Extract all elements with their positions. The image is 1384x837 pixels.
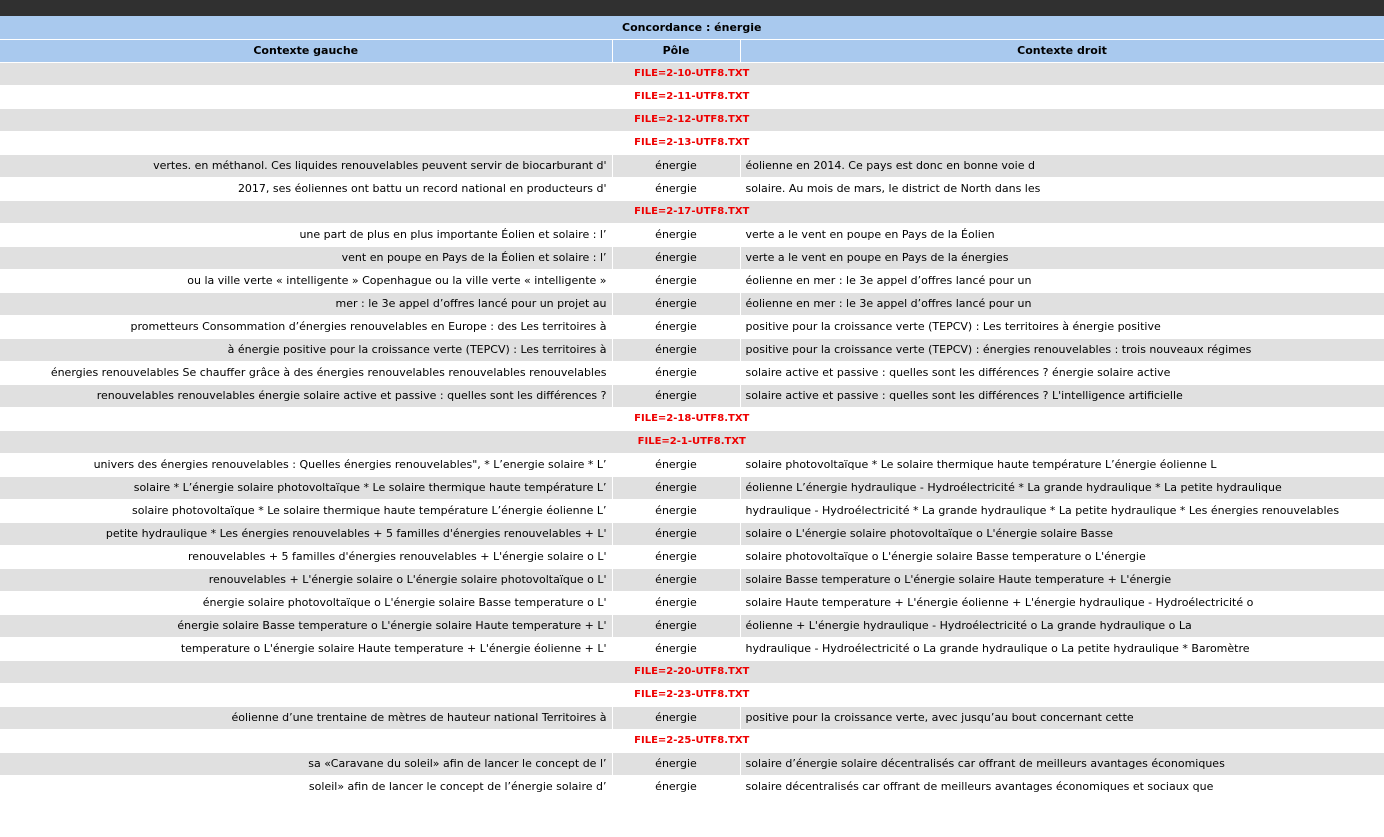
pole-cell: énergie [612, 545, 740, 568]
file-marker: FILE=2-12-UTF8.TXT [0, 108, 1384, 131]
pole-cell: énergie [612, 338, 740, 361]
column-header-right-context[interactable]: Contexte droit [740, 39, 1384, 62]
right-context-cell: solaire active et passive : quelles sont les différences ? L'intelligence artificielle [740, 384, 1384, 407]
concordance-table [0, 16, 1384, 799]
right-context-cell: éolienne L’énergie hydraulique - Hydroélectricité * La grande hydraulique * La petite hydraulique [740, 476, 1384, 499]
pole-cell: énergie [612, 476, 740, 499]
file-separator-row [0, 108, 1384, 131]
right-context-cell: solaire photovoltaïque o L'énergie solaire Basse temperature o L'énergie [740, 545, 1384, 568]
file-marker: FILE=2-23-UTF8.TXT [0, 683, 1384, 706]
left-context-cell: énergies renouvelables Se chauffer grâce à des énergies renouvelables renouvelables renouvelables [0, 361, 612, 384]
left-context-cell: temperature o L'énergie solaire Haute temperature + L'énergie éolienne + L' [0, 637, 612, 660]
column-header-pole[interactable]: Pôle [612, 39, 740, 62]
file-separator-row [0, 683, 1384, 706]
left-context-cell: soleil» afin de lancer le concept de l’énergie solaire d’ [0, 775, 612, 798]
pole-cell: énergie [612, 292, 740, 315]
right-context-cell: éolienne + L'énergie hydraulique - Hydroélectricité o La grande hydraulique o La [740, 614, 1384, 637]
file-separator-row [0, 407, 1384, 430]
right-context-cell: verte a le vent en poupe en Pays de la Éolien [740, 223, 1384, 246]
pole-cell: énergie [612, 591, 740, 614]
table-row [0, 775, 1384, 798]
table-row [0, 154, 1384, 177]
table-caption-row [0, 16, 1384, 39]
file-separator-row [0, 660, 1384, 683]
right-context-cell: verte a le vent en poupe en Pays de la énergies [740, 246, 1384, 269]
table-row [0, 591, 1384, 614]
table-row [0, 246, 1384, 269]
left-context-cell: univers des énergies renouvelables : Quelles énergies renouvelables", * L’energie solaire * L’ [0, 453, 612, 476]
file-marker: FILE=2-1-UTF8.TXT [0, 430, 1384, 453]
file-marker: FILE=2-13-UTF8.TXT [0, 131, 1384, 154]
table-row [0, 614, 1384, 637]
file-separator-row [0, 200, 1384, 223]
file-separator-row [0, 729, 1384, 752]
right-context-cell: solaire. Au mois de mars, le district de North dans les [740, 177, 1384, 200]
pole-cell: énergie [612, 522, 740, 545]
left-context-cell: 2017, ses éoliennes ont battu un record national en producteurs d' [0, 177, 612, 200]
table-row [0, 453, 1384, 476]
left-context-cell: éolienne d’une trentaine de mètres de hauteur national Territoires à [0, 706, 612, 729]
right-context-cell: solaire Haute temperature + L'énergie éolienne + L'énergie hydraulique - Hydroélectricité o [740, 591, 1384, 614]
column-header-left-context[interactable]: Contexte gauche [0, 39, 612, 62]
table-row [0, 522, 1384, 545]
left-context-cell: renouvelables renouvelables énergie solaire active et passive : quelles sont les différences ? [0, 384, 612, 407]
table-row [0, 292, 1384, 315]
table-row [0, 223, 1384, 246]
pole-cell: énergie [612, 154, 740, 177]
left-context-cell: à énergie positive pour la croissance verte (TEPCV) : Les territoires à [0, 338, 612, 361]
file-separator-row [0, 430, 1384, 453]
left-context-cell: vent en poupe en Pays de la Éolien et solaire : l’ [0, 246, 612, 269]
table-row [0, 361, 1384, 384]
table-row [0, 315, 1384, 338]
pole-cell: énergie [612, 453, 740, 476]
table-row [0, 476, 1384, 499]
file-marker: FILE=2-11-UTF8.TXT [0, 85, 1384, 108]
table-row [0, 752, 1384, 775]
left-context-cell: petite hydraulique * Les énergies renouvelables + 5 familles d'énergies renouvelables + L' [0, 522, 612, 545]
pole-cell: énergie [612, 637, 740, 660]
left-context-cell: ou la ville verte « intelligente » Copenhague ou la ville verte « intelligente » [0, 269, 612, 292]
pole-cell: énergie [612, 315, 740, 338]
right-context-cell: éolienne en mer : le 3e appel d’offres lancé pour un [740, 292, 1384, 315]
right-context-cell: positive pour la croissance verte, avec jusqu’au bout concernant cette [740, 706, 1384, 729]
pole-cell: énergie [612, 706, 740, 729]
table-row [0, 637, 1384, 660]
file-marker: FILE=2-10-UTF8.TXT [0, 62, 1384, 85]
table-row [0, 338, 1384, 361]
left-context-cell: sa «Caravane du soleil» afin de lancer le concept de l’ [0, 752, 612, 775]
right-context-cell: éolienne en 2014. Ce pays est donc en bonne voie d [740, 154, 1384, 177]
table-title: Concordance : énergie [0, 16, 1384, 39]
pole-cell: énergie [612, 246, 740, 269]
right-context-cell: solaire o L'énergie solaire photovoltaïque o L'énergie solaire Basse [740, 522, 1384, 545]
pole-cell: énergie [612, 269, 740, 292]
left-context-cell: mer : le 3e appel d’offres lancé pour un projet au [0, 292, 612, 315]
left-context-cell: énergie solaire photovoltaïque o L'énergie solaire Basse temperature o L' [0, 591, 612, 614]
pole-cell: énergie [612, 752, 740, 775]
left-context-cell: renouvelables + 5 familles d'énergies renouvelables + L'énergie solaire o L' [0, 545, 612, 568]
left-context-cell: énergie solaire Basse temperature o L'énergie solaire Haute temperature + L' [0, 614, 612, 637]
file-separator-row [0, 62, 1384, 85]
pole-cell: énergie [612, 499, 740, 522]
file-marker: FILE=2-17-UTF8.TXT [0, 200, 1384, 223]
left-context-cell: prometteurs Consommation d’énergies renouvelables en Europe : des Les territoires à [0, 315, 612, 338]
right-context-cell: hydraulique - Hydroélectricité o La grande hydraulique o La petite hydraulique * Baromètre [740, 637, 1384, 660]
pole-cell: énergie [612, 775, 740, 798]
left-context-cell: vertes. en méthanol. Ces liquides renouvelables peuvent servir de biocarburant d' [0, 154, 612, 177]
right-context-cell: positive pour la croissance verte (TEPCV) : Les territoires à énergie positive [740, 315, 1384, 338]
pole-cell: énergie [612, 223, 740, 246]
right-context-cell: solaire d’énergie solaire décentralisés car offrant de meilleurs avantages économiques [740, 752, 1384, 775]
pole-cell: énergie [612, 568, 740, 591]
file-separator-row [0, 85, 1384, 108]
table-header-row [0, 39, 1384, 62]
left-context-cell: une part de plus en plus importante Éolien et solaire : l’ [0, 223, 612, 246]
file-marker: FILE=2-25-UTF8.TXT [0, 729, 1384, 752]
table-row [0, 545, 1384, 568]
table-row [0, 269, 1384, 292]
pole-cell: énergie [612, 177, 740, 200]
file-separator-row [0, 131, 1384, 154]
pole-cell: énergie [612, 384, 740, 407]
right-context-cell: hydraulique - Hydroélectricité * La grande hydraulique * La petite hydraulique * Les énergies renouvelables [740, 499, 1384, 522]
pole-cell: énergie [612, 361, 740, 384]
file-marker: FILE=2-20-UTF8.TXT [0, 660, 1384, 683]
right-context-cell: positive pour la croissance verte (TEPCV) : énergies renouvelables : trois nouveaux régimes [740, 338, 1384, 361]
concordance-body [0, 62, 1384, 798]
file-marker: FILE=2-18-UTF8.TXT [0, 407, 1384, 430]
table-row [0, 384, 1384, 407]
pole-cell: énergie [612, 614, 740, 637]
left-context-cell: renouvelables + L'énergie solaire o L'énergie solaire photovoltaïque o L' [0, 568, 612, 591]
window-top-bar [0, 0, 1384, 16]
right-context-cell: éolienne en mer : le 3e appel d’offres lancé pour un [740, 269, 1384, 292]
left-context-cell: solaire photovoltaïque * Le solaire thermique haute température L’énergie éolienne L’ [0, 499, 612, 522]
table-row [0, 177, 1384, 200]
left-context-cell: solaire * L’énergie solaire photovoltaïque * Le solaire thermique haute température L’ [0, 476, 612, 499]
table-row [0, 568, 1384, 591]
table-row [0, 499, 1384, 522]
right-context-cell: solaire Basse temperature o L'énergie solaire Haute temperature + L'énergie [740, 568, 1384, 591]
right-context-cell: solaire active et passive : quelles sont les différences ? énergie solaire active [740, 361, 1384, 384]
table-row [0, 706, 1384, 729]
right-context-cell: solaire décentralisés car offrant de meilleurs avantages économiques et sociaux que [740, 775, 1384, 798]
right-context-cell: solaire photovoltaïque * Le solaire thermique haute température L’énergie éolienne L [740, 453, 1384, 476]
